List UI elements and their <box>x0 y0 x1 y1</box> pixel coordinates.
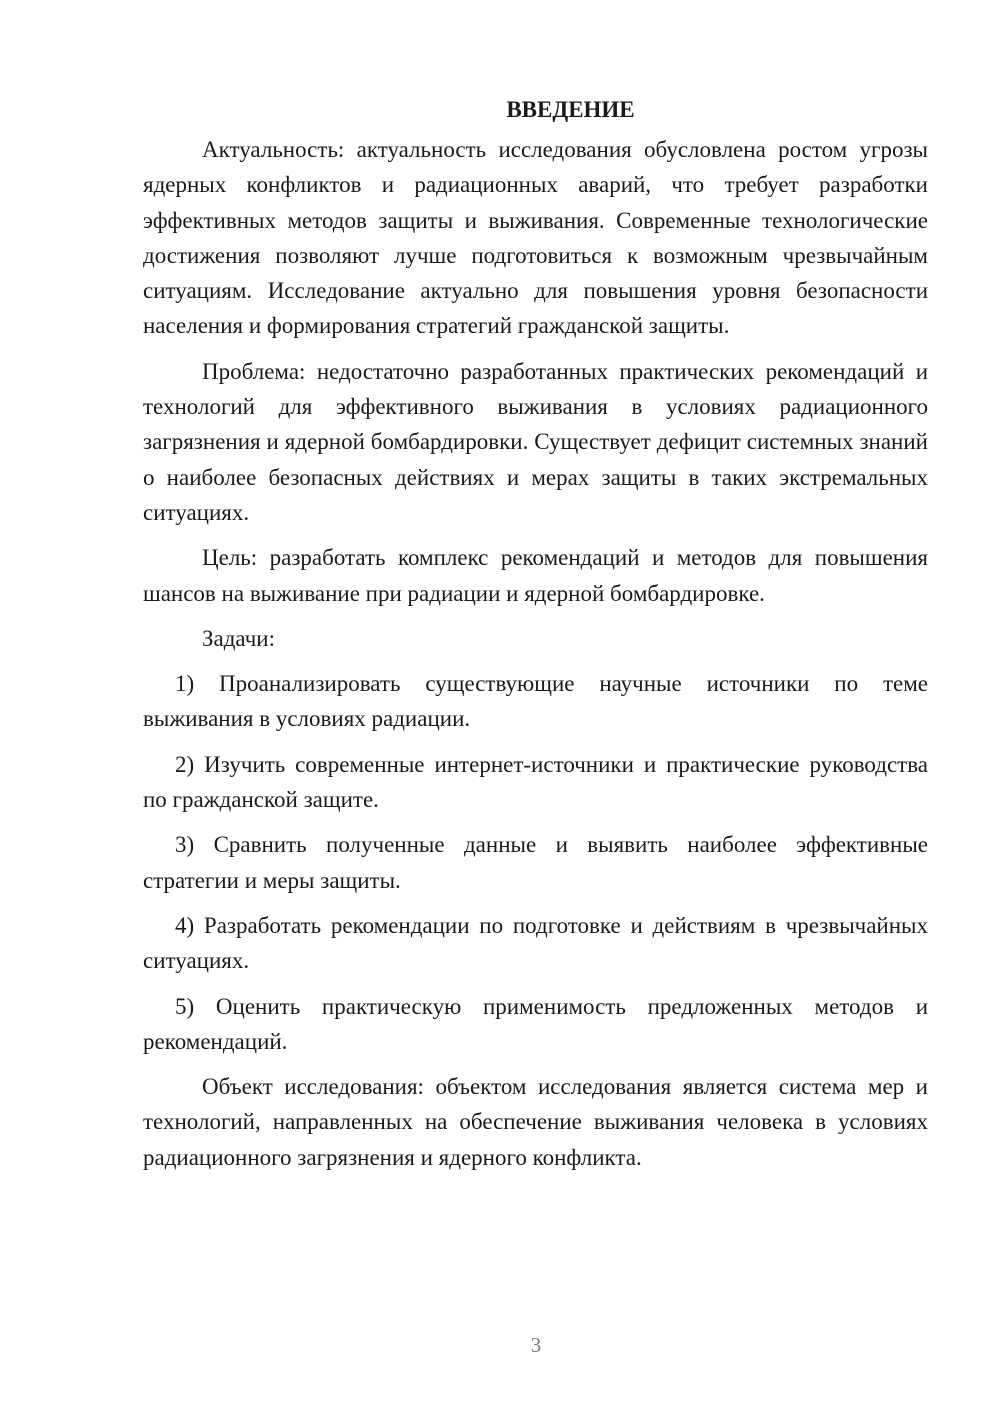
goal-paragraph: Цель: разработать комплекс рекомендаций и методов для повышения шансов на выживание при радиации и ядерной бомбардировке. <box>143 545 928 606</box>
document-page <box>143 92 928 1185</box>
page-number: 3 <box>530 1333 542 1357</box>
tasks-label: Задачи: <box>202 625 275 651</box>
task-item: 3) Сравнить полученные данные и выявить наиболее эффективные стратегии и меры защиты. <box>143 832 928 893</box>
section-heading: ВВЕДЕНИЕ <box>506 97 635 122</box>
task-item: 4) Разработать рекомендации по подготовке и действиям в чрезвычайных ситуациях. <box>143 912 928 974</box>
research-object-paragraph: Объект исследования: объектом исследования является система мер и технологий, направленных на обеспечение выживания человека в условиях радиационного загрязнения и ядерного конфликта. <box>143 1074 928 1170</box>
task-item: 1) Проанализировать существующие научные источники по теме выживания в условиях радиации. <box>143 671 928 732</box>
task-item: 2) Изучить современные интернет-источники и практические руководства по гражданской защите. <box>143 751 928 813</box>
relevance-paragraph: Актуальность: актуальность исследования обусловлена ростом угрозы ядерных конфликтов и радиационных аварий, что требует разработки эффективных методов защиты и выживания. Современные технологические достижения позволяют лучше подготовиться к возможным чрезвычайным ситуациям. Исследование актуально для повышения уровня безопасности населения и формирования стратегий гражданской защиты. <box>143 137 928 339</box>
problem-paragraph: Проблема: недостаточно разработанных практических рекомендаций и технологий для эффективного выживания в условиях радиационного загрязнения и ядерной бомбардировки. Существует дефицит системных знаний о наиболее безопасных действиях и мерах защиты в таких экстремальных ситуациях. <box>143 358 928 525</box>
task-item: 5) Оценить практическую применимость предложенных методов и рекомендаций. <box>143 993 928 1054</box>
